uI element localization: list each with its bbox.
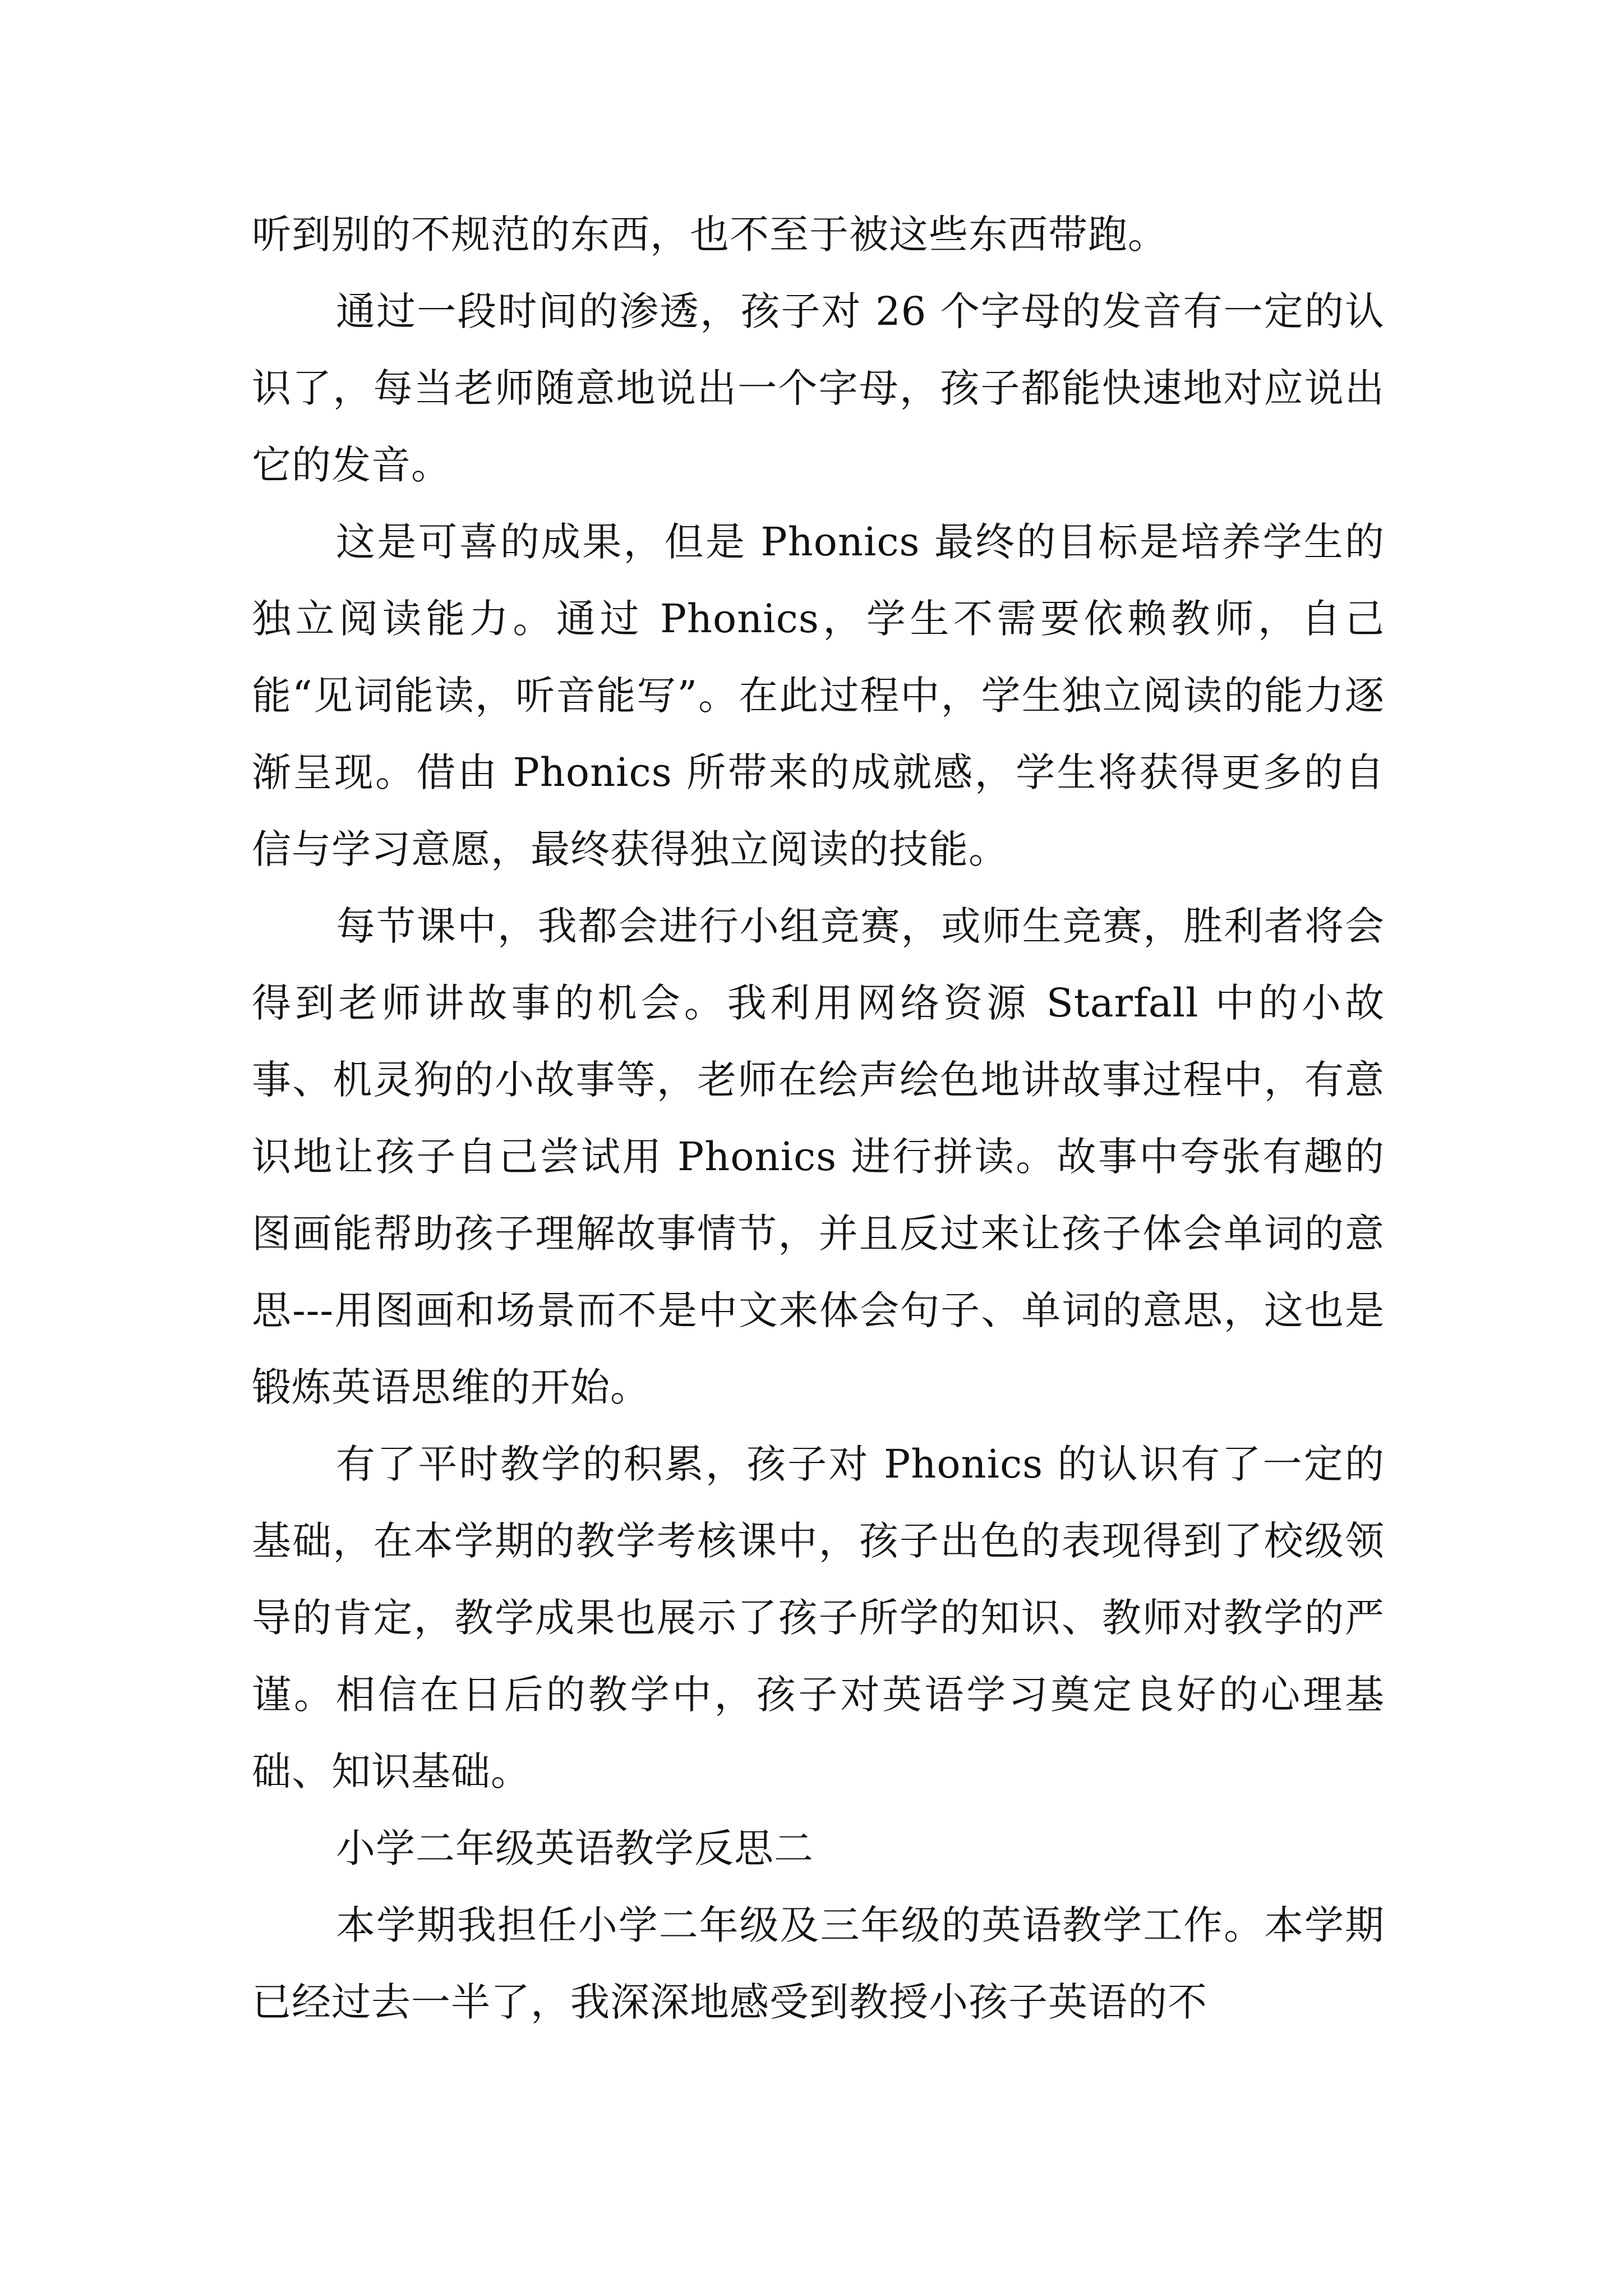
document-body [252, 196, 1385, 2041]
section-heading: 小学二年级英语教学反思二 [336, 1825, 814, 1871]
paragraph-continuation: 听到别的不规范的东西，也不至于被这些东西带跑。 [252, 211, 1168, 257]
paragraph-storytelling: 每节课中，我都会进行小组竞赛，或师生竞赛，胜利者将会得到老师讲故事的机会。我利用网络资源 Starfall 中的小故事、机灵狗的小故事等，老师在绘声绘色地讲故事过程中，有意识地让孩子自己尝试用 Phonics 进行拼读。故事中夸张有趣的图画能帮助孩子理解故事情节，并且反过来让孩子体会单词的意思---用图画和场景而不是中文来体会句子、单词的意思，这也是锻炼英语思维的开始。 [252, 903, 1385, 1410]
paragraph-results: 有了平时教学的积累，孩子对 Phonics 的认识有了一定的基础，在本学期的教学考核课中，孩子出色的表现得到了校级领导的肯定，教学成果也展示了孩子所学的知识、教师对教学的严谨。相信在日后的教学中，孩子对英语学习奠定良好的心理基础、知识基础。 [252, 1441, 1385, 1795]
paragraph-semester-intro: 本学期我担任小学二年级及三年级的英语教学工作。本学期已经过去一半了，我深深地感受到教授小孩子英语的不 [252, 1902, 1385, 2025]
paragraph-letter-sounds: 通过一段时间的渗透，孩子对 26 个字母的发音有一定的认识了，每当老师随意地说出一个字母，孩子都能快速地对应说出它的发音。 [252, 288, 1385, 488]
paragraph-phonics-goal: 这是可喜的成果，但是 Phonics 最终的目标是培养学生的独立阅读能力。通过 Phonics，学生不需要依赖教师，自己能“见词能读，听音能写”。在此过程中，学生独立阅读的能力逐渐呈现。借由 Phonics 所带来的成就感，学生将获得更多的自信与学习意愿，最终获得独立阅读的技能。 [252, 519, 1385, 872]
